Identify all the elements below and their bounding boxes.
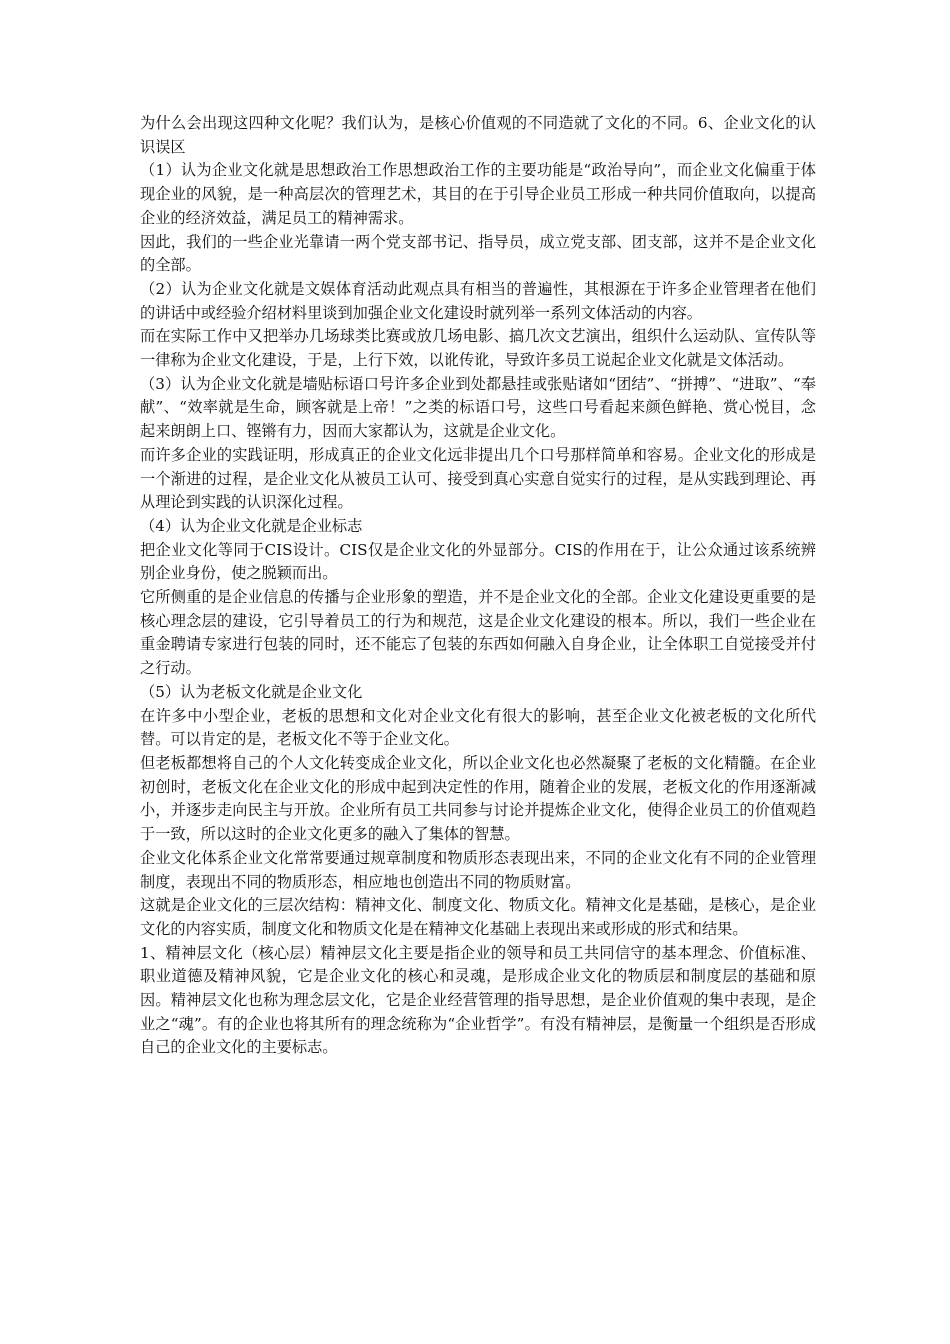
- paragraph-misconception-3-cont: 而许多企业的实践证明，形成真正的企业文化远非提出几个口号那样简单和容易。企业文化的形成是一个渐进的过程，是企业文化从被员工认可、接受到真心实意自觉实行的过程，是从实践到理论、再从理论到实践的认识深化过程。: [140, 445, 816, 512]
- paragraph-misconception-2-cont: 而在实际工作中又把举办几场球类比赛或放几场电影、搞几次文艺演出，组织什么运动队、宣传队等一律称为企业文化建设，于是，上行下效，以讹传讹，导致许多员工说起企业文化就是文体活动。: [140, 327, 816, 370]
- document-body: [140, 112, 816, 1060]
- paragraph-misconception-5-heading: （5）认为老板文化就是企业文化: [140, 682, 363, 701]
- paragraph-culture-system: 企业文化体系企业文化常常要通过规章制度和物质形态表现出来，不同的企业文化有不同的企业管理制度，表现出不同的物质形态，相应地也创造出不同的物质财富。: [140, 848, 816, 891]
- paragraph-misconception-4-heading: （4）认为企业文化就是企业标志: [140, 516, 363, 535]
- paragraph-misconception-1: （1）认为企业文化就是思想政治工作思想政治工作的主要功能是“政治导向”，而企业文化偏重于体现企业的风貌，是一种高层次的管理艺术，其目的在于引导企业员工形成一种共同价值取向，以提高企业的经济效益，满足员工的精神需求。: [140, 161, 816, 227]
- paragraph-misconception-5: 在许多中小型企业，老板的思想和文化对企业文化有很大的影响，甚至企业文化被老板的文化所代替。可以肯定的是，老板文化不等于企业文化。: [140, 706, 816, 749]
- paragraph-misconception-1-cont: 因此，我们的一些企业光靠请一两个党支部书记、指导员，成立党支部、团支部，这并不是企业文化的全部。: [140, 232, 816, 275]
- paragraph-misconception-4-cis: 把企业文化等同于CIS设计。CIS仅是企业文化的外显部分。CIS的作用在于，让公众通过该系统辨别企业身份，使之脱颖而出。: [140, 540, 816, 583]
- paragraph-spirit-layer: 1、精神层文化（核心层）精神层文化主要是指企业的领导和员工共同信守的基本理念、价值标准、职业道德及精神风貌，它是企业文化的核心和灵魂，是形成企业文化的物质层和制度层的基础和原因。精神层文化也称为理念层文化，它是企业经营管理的指导思想，是企业价值观的集中表现，是企业之“魂”。有的企业也将其所有的理念统称为“企业哲学”。有没有精神层，是衡量一个组织是否形成自己的企业文化的主要标志。: [140, 943, 816, 1057]
- paragraph-three-layers: 这就是企业文化的三层次结构：精神文化、制度文化、物质文化。精神文化是基础，是核心，是企业文化的内容实质，制度文化和物质文化是在精神文化基础上表现出来或形成的形式和结果。: [140, 896, 816, 938]
- paragraph-misconception-5-cont: 但老板都想将自己的个人文化转变成企业文化，所以企业文化也必然凝聚了老板的文化精髓。在企业初创时，老板文化在企业文化的形成中起到决定性的作用，随着企业的发展，老板文化的作用逐渐减小，并逐步走向民主与开放。企业所有员工共同参与讨论并提炼企业文化，使得企业员工的价值观趋于一致，所以这时的企业文化更多的融入了集体的智慧。: [140, 753, 816, 844]
- paragraph-misconception-4-cont: 它所侧重的是企业信息的传播与企业形象的塑造，并不是企业文化的全部。企业文化建设更重要的是核心理念层的建设，它引导着员工的行为和规范，这是企业文化建设的根本。所以，我们一些企业在重金聘请专家进行包装的同时，还不能忘了包装的东西如何融入自身企业，让全体职工自觉接受并付之行动。: [140, 588, 816, 678]
- paragraph-misconception-2: （2）认为企业文化就是文娱体育活动此观点具有相当的普遍性，其根源在于许多企业管理者在他们的讲话中或经验介绍材料里谈到加强企业文化建设时就列举一系列文体活动的内容。: [140, 279, 816, 322]
- paragraph-misconception-3: （3）认为企业文化就是墙贴标语口号许多企业到处都悬挂或张贴诸如“团结”、“拼搏”、“进取”、“奉献”、“效率就是生命，顾客就是上帝！”之类的标语口号，这些口号看起来颜色鲜艳、赏心悦目，念起来朗朗上口、铿锵有力，因而大家都认为，这就是企业文化。: [140, 374, 816, 441]
- paragraph-intro: 为什么会出现这四种文化呢？我们认为，是核心价值观的不同造就了文化的不同。6、企业文化的认识误区: [140, 114, 816, 156]
